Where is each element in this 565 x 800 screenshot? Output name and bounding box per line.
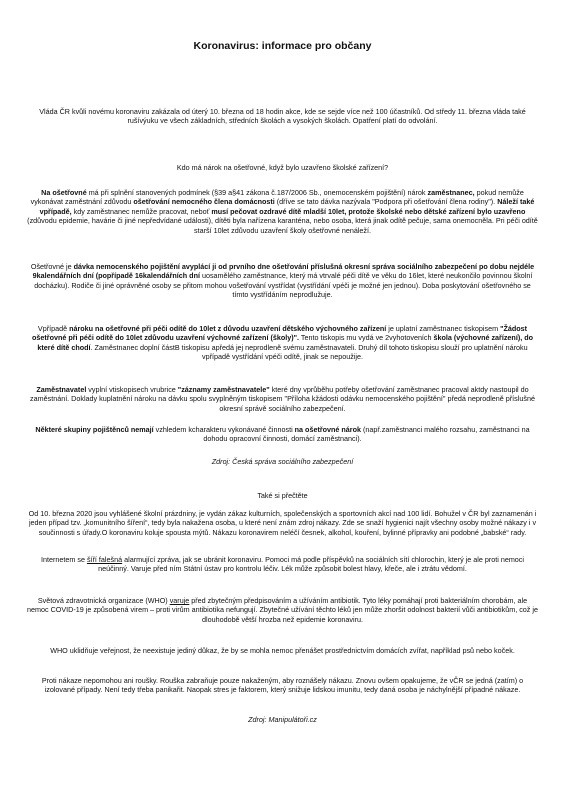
paragraph-6: Od 10. března 2020 jsou vyhlášené školní prázdniny, je vydán zákaz kulturních, společenských a sportovních akcí nad 100 lidí. Bohužel v ČR byl zaznamenán i jeden případ tzv. „komunitního šíření“, tedy byla nakažena osoba, u které není znám zdroj nákazy. Zde se snaží hygienici najít všechny osoby možné nákazy i v součinnosti s úřady.O koronaviru koluje spousta mýtů. Nákazu koronavirem neléčí česnek, alkohol, kouření, bylinné přípravky ani podobné „babské“ rady. xyxy=(28,509,537,537)
paragraph-1 xyxy=(27,188,538,235)
paragraph-5 xyxy=(27,425,538,444)
text-bold: ošetřování nemocného člena domácnosti xyxy=(133,197,275,207)
text: Internetem se xyxy=(41,555,87,564)
paragraph-2 xyxy=(27,262,538,300)
text-bold: musí pečovat ozdravé dítě mladší 10let, protože školské nebo dětské zařízení bylo uzavřeno xyxy=(211,206,526,216)
text-bold: "záznamy zaměstnavatele" xyxy=(177,385,270,394)
paragraph-4 xyxy=(27,385,538,413)
also-read-heading: Také si přečtěte xyxy=(257,491,308,500)
text-bold: Některé skupiny pojištěnců nemají xyxy=(35,425,154,434)
text: Světová zdravotnická organizace (WHO) xyxy=(37,596,170,605)
text: před zbytečným předpisováním a užíváním antibiotik. Tyto léky pomáhají proti bakteriálním chorobám, ale nemoc COVID-19 je způsobená virem – proti virům antibiotika nefungují. Zbytečné užívání těchto léků jen může zhoršit odolnost bakterií vůči antibiotikům, což je dlouhodobě větší hrozba než epidemie koronaviru. xyxy=(27,596,538,624)
text: Ošetřovné je xyxy=(30,262,74,271)
text-bold: dávka nemocenského pojištění avyplácí ji od prvního dne ošetřování příslušná okresní správa sociálního zabezpečení po dobu nejdéle 9kalendářních dní (popřípadě 16kalendářních dní xyxy=(32,262,535,281)
text: . Zaměstnanec doplní částB tiskopisu apředá jej neprodleně svému zaměstnavateli. Druhý díl tohoto tiskopisu slouží pro uplatnění nároku vpřípadě vystřídání vpéči odítě, jinak se nepoužije. xyxy=(90,342,528,362)
text: vzhledem kcharakteru vykonávané činnosti xyxy=(153,425,295,434)
text: pokud nemůže vykonávat zaměstnání zdůvodu xyxy=(30,188,524,207)
text: (dříve se tato dávka nazývala "Podpora při ošetřování člena rodiny"). xyxy=(274,197,498,207)
question-heading: Kdo má nárok na ošetřovné, když bylo uzavřeno školské zařízení? xyxy=(176,163,389,172)
text-link[interactable]: varuje xyxy=(169,596,190,605)
text-bold: "Žádost ošetřovné při péči odítě do 10let zdůvodu uzavření výchovné zařízení (školy)". xyxy=(32,324,528,343)
source-manipulatori: Zdroj: Manipulátoři.cz xyxy=(248,715,317,724)
paragraph-9: WHO uklidňuje veřejnost, že neexistuje jediný důkaz, že by se mohla nemoc přenášet prostřednictvím domácích zvířat, například psů nebo koček. xyxy=(50,646,515,655)
source-cssz: Zdroj: Česká správa sociálního zabezpečení xyxy=(211,457,354,466)
text: kdy zaměstnanec nemůže pracovat, neboť xyxy=(71,206,212,216)
text-bold: zaměstnanec, xyxy=(427,188,475,197)
text: Vpřípadě xyxy=(37,324,70,333)
text: alarmující zpráva, jak se ubránit koronaviru. Pomoci má podle příspěvků na sociálních sítí chlorochin, který je ale proti nemoci neúčinný. Varuje před ním Státní ústav pro kontrolu léčiv. Lék může způsobit bolest hlavy, křeče, ale i ztrátu vědomí. xyxy=(98,555,524,574)
text-bold: Zaměstnavatel xyxy=(36,385,87,394)
paragraph-7 xyxy=(27,555,538,574)
text: vyplní vtiskopisech vrubrice xyxy=(86,385,178,394)
text-bold: škola (výchovné zařízení), do které dítě chodí xyxy=(37,333,533,352)
text-bold: Na ošetřovné xyxy=(41,188,87,197)
text-bold: na ošetřovné nárok xyxy=(294,425,361,434)
text: které dny vprůběhu potřeby ošetřování zaměstnanec pracoval aktdy nastoupil do zaměstnání. Doklady kuplatnění nároku na dávku spolu svyplněným tiskopisem "Příloha kžádosti odávku nemocenského pojištění" předá neprodleně příslušné okresní správě sociálního zabezpečení. xyxy=(30,385,535,413)
text-bold: Náleží také vpřípadě, xyxy=(39,197,535,216)
paragraph-10: Proti nákaze nepomohou ani roušky. Rouška zabraňuje pouze nakaženým, aby roznášely nákazu. Znovu ovšem opakujeme, že vČR se jedná (zatím) o izolované případy. Není tedy třeba panikařit. Naopak stres je faktorem, který snižuje lidskou imunitu, tedy daná osoba je náchylnější případné nákaze. xyxy=(41,676,524,695)
text: je uplatní zaměstnanec tiskopisem xyxy=(386,324,501,333)
text: má při splnění stanovených podmínek (§39 a§41 zákona č.187/2006 Sb., onemocenském pojištění) nárok xyxy=(86,188,428,197)
intro-paragraph: Vláda ČR kvůli novému koronaviru zakázala od úterý 10. března od 18 hodin akce, kde se sejde více než 100 účastníků. Od středy 11. března vláda také rušívýuku ve všech základních, středních školách a vysokých školách. Opatření platí do odvolání. xyxy=(39,107,526,126)
text: Tento tiskopis mu vydá ve 2vyhotoveních xyxy=(299,333,434,343)
text-bold: nároku na ošetřovné při péči odítě do 10let z důvodu uzavření dětského výchovného zařízení xyxy=(69,324,387,333)
text: (např.zaměstnanci malého rozsahu, zaměstnanci na dohodu opracovní činnosti, domácí zaměstnanci). xyxy=(203,425,530,444)
text: uosamělého zaměstnance, který má vtrvalé péči dítě ve věku do 16let, které neukončilo povinnou školní docházku). Rodiče či jiné oprávněné osoby se přitom mohou vošetřování vystřídat (vystřídání vpéči je možné jen jednou). Doba poskytování ošetřovného se tímto vystřídáním neprodlužuje. xyxy=(34,271,533,300)
paragraph-3 xyxy=(27,324,538,362)
paragraph-8 xyxy=(27,596,538,624)
page-title: Koronavirus: informace pro občany xyxy=(193,40,372,52)
text: (zdůvodu epidemie, havárie či jiné nepředvídané události), dítěti byla nařízena karanténa, nebo osoba, která jinak odítě pečuje, sama onemocněla. Pri péči odítě starší 10let zdůvodu uzavření školy ošetřovné nenáleží. xyxy=(27,216,538,235)
text-link[interactable]: šíří falešná xyxy=(86,555,123,564)
